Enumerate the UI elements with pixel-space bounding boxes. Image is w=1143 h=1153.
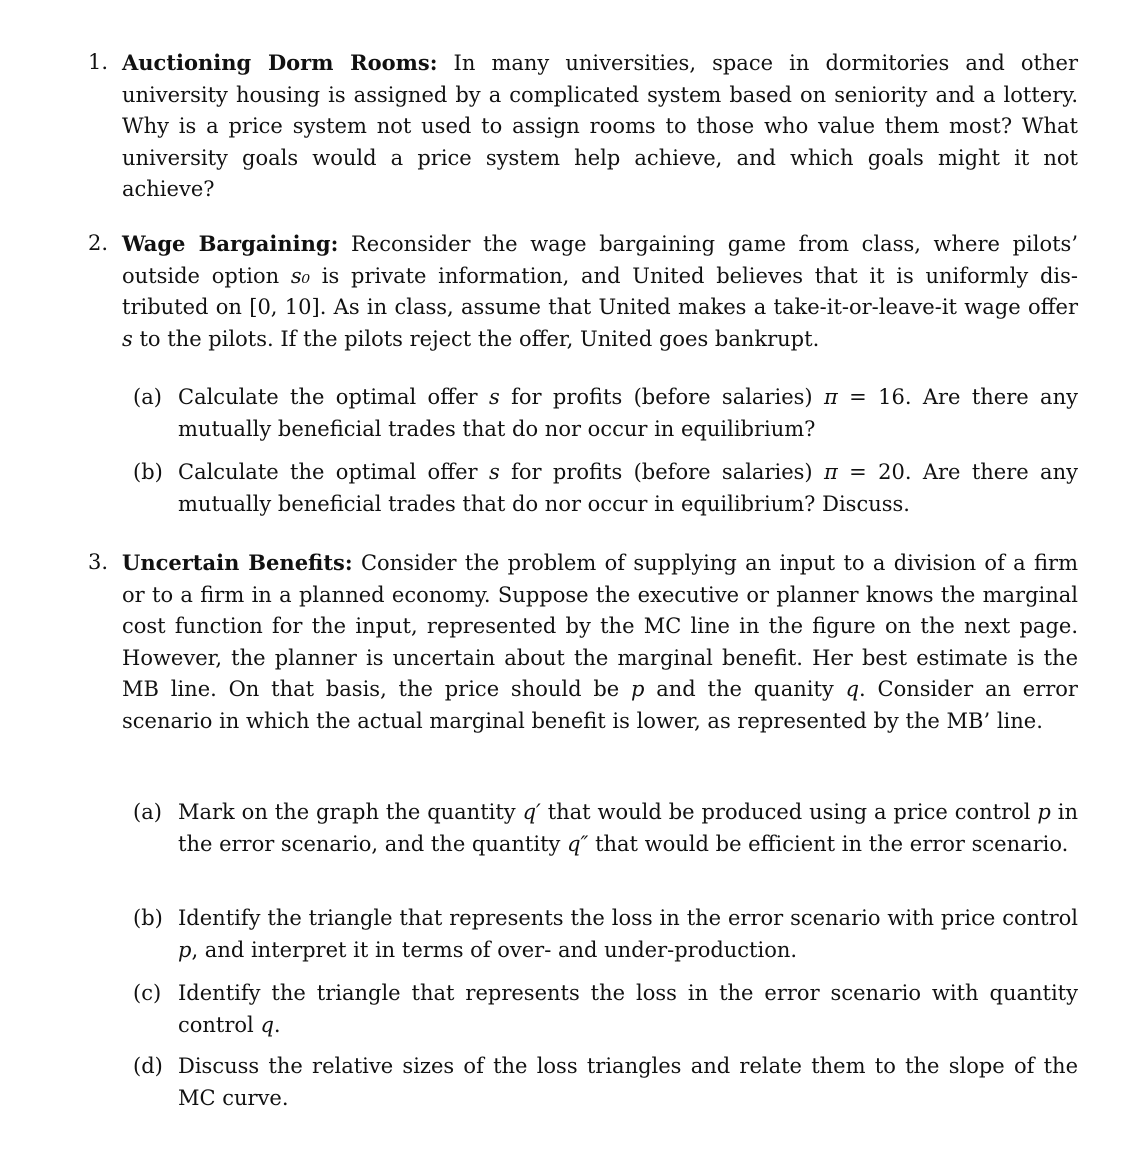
problem-text: In many universities, space in dormitories and other university housing is assigned by a complicated system based on seniority and a lottery. Why is a price system not used to assign rooms to those who value them most? What university goals would a price system help achieve, and which goals might it not achieve? [122,51,1078,201]
part-body [178,457,1078,520]
problem-text: Reconsider the wage bargaining game from class, where pilots’ outside option [122,232,1078,288]
problem-2 [88,228,1078,355]
math-variable: s₀ [290,263,311,288]
part-text: that would be produced using a price control [547,800,1031,824]
part-text: Calculate the optimal offer [178,460,478,484]
part-text: Identify the triangle that represents the loss in the error scenario with quantity control [178,981,1078,1037]
problem-3-part-b [133,903,1078,966]
problem-body [122,47,1078,206]
problem-title: Uncertain Benefits: [122,550,353,575]
part-body [178,797,1078,860]
part-text: in the error scenario, and the quantity [178,800,1078,856]
part-text: Calculate the optimal offer [178,385,478,409]
problem-text: is private information, and United believes that it is uniformly distributed on [0, 10]. As in class, assume that United makes a take-it-or-leave-it wage offer [122,263,1078,319]
math-variable: p [631,677,645,701]
part-label: (a) [133,385,162,409]
problem-3 [88,547,1078,737]
part-body [178,1051,1078,1114]
part-label: (b) [133,460,163,484]
math-variable: π [823,385,838,409]
math-variable: p [1037,800,1051,824]
math-variable: q [845,677,860,701]
problem-2-part-a [133,382,1078,445]
problem-number: 2. [88,231,109,255]
problem-3-part-d [133,1051,1078,1114]
part-text: for profits (before salaries) [511,385,813,409]
part-label: (c) [133,981,162,1005]
part-text: that would be efficient in the error scenario. [595,831,1069,856]
math-variable: p [178,937,192,962]
part-text: . [273,1012,281,1037]
math-variable: s [488,460,500,484]
part-label: (d) [133,1054,163,1078]
math-variable: s [488,385,500,409]
part-text: , and interpret it in terms of over- and under-production. [191,937,798,962]
problem-title: Auctioning Dorm Rooms: [122,50,438,75]
problem-text: . Consider an error scenario in which the actual marginal benefit is lower, as represented by the MB’ line. [122,677,1078,733]
part-label: (b) [133,906,163,930]
problem-number: 3. [88,550,109,574]
problem-text: Consider the problem of supplying an input to a division of a firm or to a firm in a planned economy. Suppose the executive or planner knows the marginal cost function for the input, represented by the MC line in the figure on the next page. However, the planner is uncertain about the marginal benefit. Her best estimate is the MB line. On that basis, the price should be [122,551,1078,701]
part-label: (a) [133,800,162,824]
problem-text: to the pilots. If the pilots reject the offer, United goes bankrupt. [139,326,820,351]
part-text: = 16. Are there any mutually beneficial trades that do nor occur in equilibrium? [178,385,1078,441]
part-text: = 20. Are there any mutually beneficial trades that do nor occur in equilibrium? Discuss. [178,460,1078,516]
math-variable: q [260,1012,274,1037]
problem-1 [88,47,1078,206]
problem-text: and the quanity [656,677,834,701]
problem-body [122,547,1078,737]
part-text: Discuss the relative sizes of the loss triangles and relate them to the slope of the MC curve. [178,1054,1078,1110]
math-variable: q″ [567,831,589,856]
math-variable: q′ [522,800,541,824]
problem-3-part-a [133,797,1078,860]
problem-title: Wage Bargaining: [122,231,339,256]
part-body [178,978,1078,1041]
part-body [178,903,1078,966]
math-variable: s [122,326,133,351]
problem-2-part-b [133,457,1078,520]
part-text: for profits (before salaries) [511,460,813,484]
part-text: Identify the triangle that represents the loss in the error scenario with price control [178,906,1078,930]
part-text: Mark on the graph the quantity [178,800,516,824]
math-variable: π [823,460,838,484]
problem-body [122,228,1078,355]
part-body [178,382,1078,445]
problem-3-part-c [133,978,1078,1041]
problem-number: 1. [88,50,109,74]
